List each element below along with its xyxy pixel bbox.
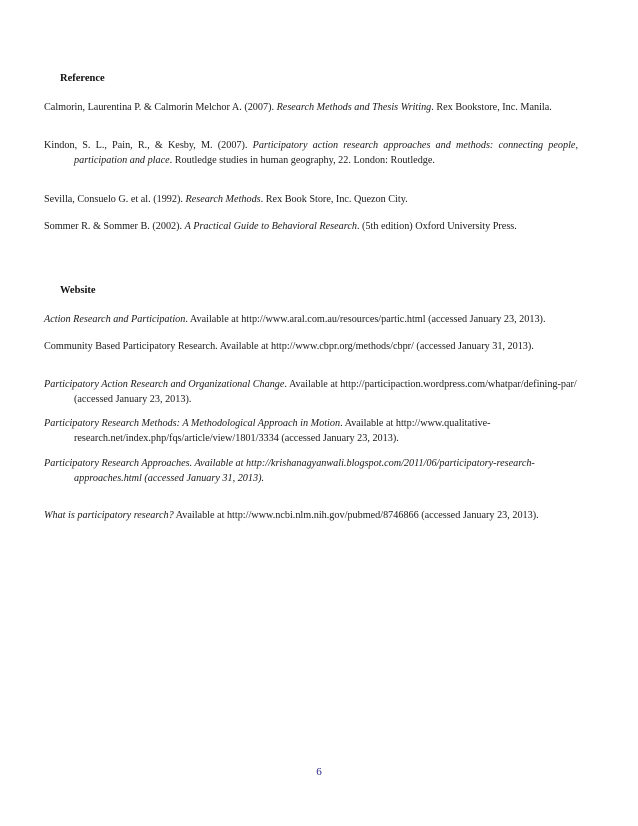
website-entry-ncbi: What is participatory research? Available at http://www.ncbi.nlm.nih.gov/pubmed/8746866 (accessed January 23, 2013). xyxy=(44,510,539,521)
website-entry-cbpr: Community Based Participatory Research. Available at http://www.cbpr.org/methods/cbpr/ (accessed January 31, 2013). xyxy=(44,341,534,352)
website-entry-aral: Action Research and Participation. Available at http://www.aral.com.au/resources/partic.html (accessed January 23, 2013). xyxy=(44,314,546,325)
website-entry-qualitative-research: Participatory Research Methods: A Methodological Approach in Motion. Available at http://www.qualitative-research.net/index.php/fqs/article/view/1801/3334 (accessed January 23, 2013). xyxy=(44,418,491,444)
reference-entry-calmorin: Calmorin, Laurentina P. & Calmorin Melchor A. (2007). Research Methods and Thesis Writing. Rex Bookstore, Inc. Manila. xyxy=(44,102,552,113)
website-heading: Website xyxy=(60,285,96,296)
reference-entry-sevilla: Sevilla, Consuelo G. et al. (1992). Research Methods. Rex Book Store, Inc. Quezon City. xyxy=(44,194,408,205)
reference-heading: Reference xyxy=(60,73,105,84)
reference-entry-kindon: Kindon, S. L., Pain, R., & Kesby, M. (2007). Participatory action research approaches and methods: connecting people, participation and place. Routledge studies in human geography, 22. London: Routledge. xyxy=(44,140,578,166)
reference-entry-sommer: Sommer R. & Sommer B. (2002). A Practical Guide to Behavioral Research. (5th edition) Oxford University Press. xyxy=(44,221,517,232)
website-entry-participaction: Participatory Action Research and Organizational Change. Available at http://participaction.wordpress.com/whatpar/defining-par/ (accessed January 23, 2013). xyxy=(44,379,577,405)
page-number: 6 xyxy=(316,766,322,778)
website-entry-krishanagyanwali: Participatory Research Approaches. Available at http://krishanagyanwali.blogspot.com/2011/06/participatory-research-approaches.html (accessed January 31, 2013). xyxy=(44,458,535,484)
